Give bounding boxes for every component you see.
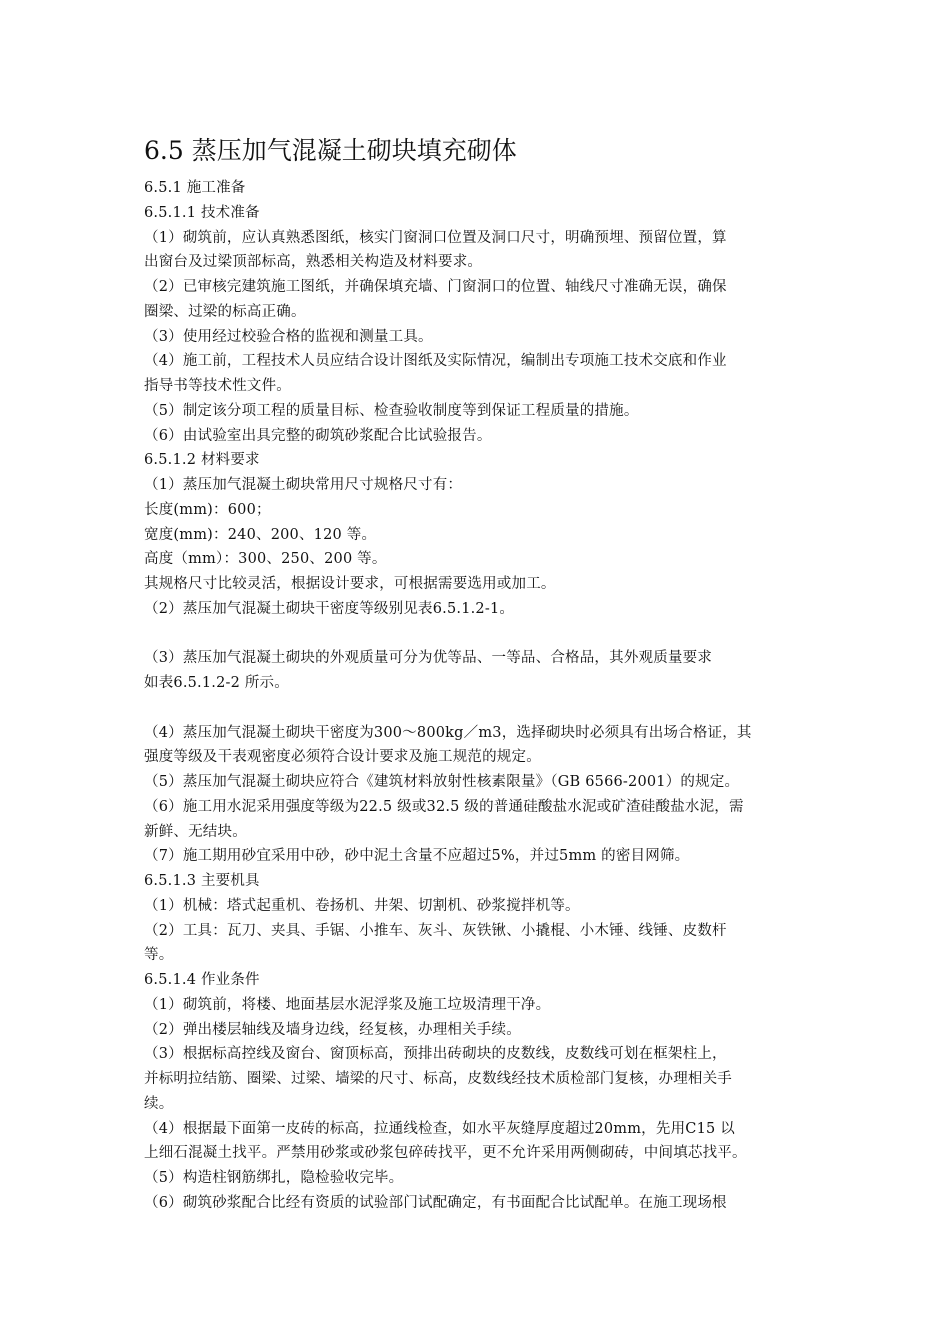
text-line: 并标明拉结筋、圈梁、过梁、墙梁的尺寸、标高，皮数线经技术质检部门复核，办理相关手 xyxy=(144,1071,732,1087)
text-line: （3）蒸压加气混凝土砌块的外观质量可分为优等品、一等品、合格品，其外观质量要求 xyxy=(144,650,713,667)
text-line: （1）机械：塔式起重机、卷扬机、井架、切割机、砂浆搅拌机等。 xyxy=(144,897,580,914)
text-line: 高度（mm）：300、250、200 等。 xyxy=(144,551,387,568)
blank-line xyxy=(144,696,804,721)
text-line: 长度(mm)：600； xyxy=(144,501,271,518)
text-line: 宽度(mm)：240、200、120 等。 xyxy=(144,526,377,543)
text-line: 等。 xyxy=(144,947,174,964)
text-line: 6.5.1.4 作业条件 xyxy=(144,972,260,988)
text-line: （4）根据最下面第一皮砖的标高，拉通线检查，如水平灰缝厚度超过20mm，先用C15 以 xyxy=(144,1120,735,1137)
text-line: （5）构造柱钢筋绑扎，隐检验收完毕。 xyxy=(144,1170,404,1186)
text-line: （4）蒸压加气混凝土砌块干密度为300～800kg／m3，选择砌块时必须具有出场合格证，其 xyxy=(144,724,752,741)
text-line: （1）砌筑前，应认真熟悉图纸，核实门窗洞口位置及洞口尺寸，明确预埋、预留位置，算 xyxy=(144,229,727,246)
text-line: （2）弹出楼层轴线及墙身边线，经复核，办理相关手续。 xyxy=(144,1021,521,1038)
text-line: 上细石混凝土找平。严禁用砂浆或砂浆包碎砖找平，更不允许采用两侧砌砖，中间填芯找平。 xyxy=(144,1145,747,1162)
text-line: 圈梁、过梁的标高正确。 xyxy=(144,303,306,320)
text-line: （4）施工前，工程技术人员应结合设计图纸及实际情况，编制出专项施工技术交底和作业 xyxy=(144,353,727,370)
text-line: （6）施工用水泥采用强度等级为22.5 级或32.5 级的普通硅酸盐水泥或矿渣硅酸盐水泥，需 xyxy=(144,798,744,815)
text-line: 6.5.1.2 材料要求 xyxy=(144,452,260,469)
text-line: 强度等级及干表观密度必须符合设计要求及施工规范的规定。 xyxy=(144,749,541,766)
section-title: 6.5 蒸压加气混凝土砌块填充砌体 xyxy=(144,136,517,165)
document-body xyxy=(144,176,804,1216)
text-line: 出窗台及过梁顶部标高，熟悉相关构造及材料要求。 xyxy=(144,254,483,271)
text-line: 续。 xyxy=(144,1095,174,1112)
text-line: （5）蒸压加气混凝土砌块应符合《建筑材料放射性核素限量》（GB 6566-2001）的规定。 xyxy=(144,774,740,790)
text-line: （3）根据标高控线及窗台、窗顶标高，预排出砖砌块的皮数线，皮数线可划在框架柱上， xyxy=(144,1046,727,1063)
text-line: 6.5.1.3 主要机具 xyxy=(144,873,260,889)
text-line: 如表6.5.1.2-2 所示。 xyxy=(144,675,289,691)
text-line: （6）由试验室出具完整的砌筑砂浆配合比试验报告。 xyxy=(144,427,492,444)
blank-line xyxy=(144,622,804,647)
text-line: （3）使用经过校验合格的监视和测量工具。 xyxy=(144,328,433,345)
text-line: 指导书等技术性文件。 xyxy=(144,378,291,394)
text-line: 其规格尺寸比较灵活，根据设计要求，可根据需要选用或加工。 xyxy=(144,576,556,592)
text-line: （7）施工期用砂宜采用中砂，砂中泥土含量不应超过5%，并过5mm 的密目网筛。 xyxy=(144,848,690,865)
text-line: （1）蒸压加气混凝土砌块常用尺寸规格尺寸有： xyxy=(144,477,463,493)
text-line: （5）制定该分项工程的质量目标、检查验收制度等到保证工程质量的措施。 xyxy=(144,402,639,419)
text-line: 6.5.1.1 技术准备 xyxy=(144,204,260,221)
text-line: （1）砌筑前，将楼、地面基层水泥浮浆及施工垃圾清理干净。 xyxy=(144,996,551,1013)
text-line: （2）已审核完建筑施工图纸，并确保填充墙、门窗洞口的位置、轴线尺寸准确无误，确保 xyxy=(144,279,727,295)
text-line: （2）工具：瓦刀、夹具、手锯、小推车、灰斗、灰铁锹、小撬棍、小木锤、线锤、皮数杆 xyxy=(144,922,727,939)
text-line: 6.5.1 施工准备 xyxy=(144,180,246,196)
text-line: 新鲜、无结块。 xyxy=(144,823,247,840)
text-line: （2）蒸压加气混凝土砌块干密度等级别见表6.5.1.2-1。 xyxy=(144,600,515,617)
text-line: （6）砌筑砂浆配合比经有资质的试验部门试配确定，有书面配合比试配单。在施工现场根 xyxy=(144,1194,727,1211)
